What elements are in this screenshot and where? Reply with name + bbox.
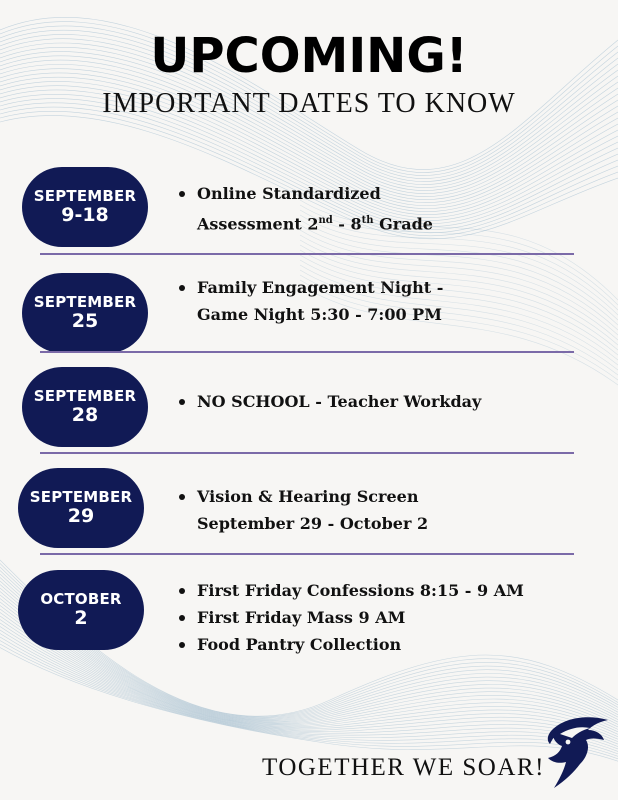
date-badge-month: SEPTEMBER: [33, 187, 137, 206]
date-badge-month: OCTOBER: [40, 590, 122, 609]
event-item: Online Standardized Assessment 2nd - 8th Grade: [178, 180, 433, 237]
event-item: Family Engagement Night - Game Night 5:30 - 7:00 PM: [178, 274, 443, 328]
page-title: UPCOMING!: [150, 28, 468, 84]
event-list-sep-9-18: [178, 180, 433, 237]
event-item: Vision & Hearing Screen September 29 - October 2: [178, 483, 428, 537]
date-badge-day: 2: [74, 606, 88, 629]
section-divider: [40, 351, 574, 353]
event-list-sep-28: [178, 388, 481, 415]
date-badge-day: 25: [71, 309, 99, 332]
date-badge-month: SEPTEMBER: [33, 387, 137, 406]
page-subtitle: IMPORTANT DATES TO KNOW: [102, 88, 516, 119]
date-badge-month: SEPTEMBER: [29, 488, 133, 507]
date-badge-month: SEPTEMBER: [33, 293, 137, 312]
section-divider: [40, 253, 574, 255]
event-item: First Friday Confessions 8:15 - 9 AM: [178, 577, 524, 604]
footer-slogan: TOGETHER WE SOAR!: [262, 754, 545, 781]
event-item-line2: Assessment 2nd - 8th Grade: [197, 214, 433, 234]
date-badge-sep-29: [18, 468, 144, 548]
section-divider: [40, 553, 574, 555]
event-item: NO SCHOOL - Teacher Workday: [178, 388, 481, 415]
date-badge-day: 28: [71, 403, 99, 426]
event-list-oct-2: [178, 577, 524, 658]
date-badge-sep-25: [22, 273, 148, 353]
date-badge-oct-2: [18, 570, 144, 650]
date-badge-day: 29: [67, 504, 95, 527]
event-item: First Friday Mass 9 AM: [178, 604, 524, 631]
date-badge-sep-9-18: [22, 167, 148, 247]
date-badge-sep-28: [22, 367, 148, 447]
event-list-sep-25: [178, 274, 443, 328]
eagle-head-icon: [546, 712, 610, 792]
wave-line: [0, 644, 618, 759]
event-list-sep-29: [178, 483, 428, 537]
date-badge-day: 9-18: [61, 203, 109, 226]
section-divider: [40, 452, 574, 454]
event-item: Food Pantry Collection: [178, 631, 524, 658]
